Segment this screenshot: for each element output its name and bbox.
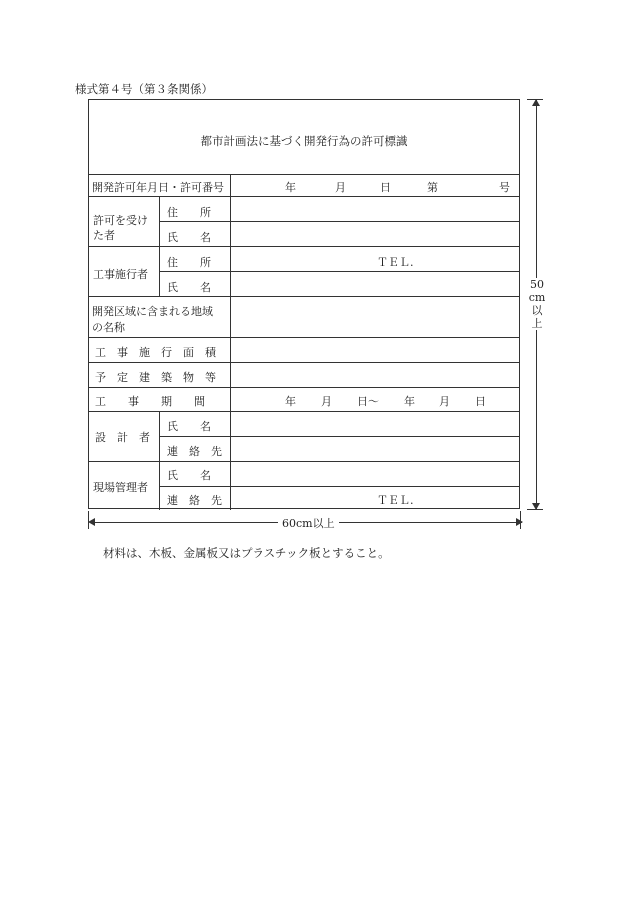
height-dimension-label: 50 cm 以 上: [528, 278, 546, 330]
designer-contact-label: 連 絡 先: [167, 445, 222, 458]
site-manager-name-label: 氏 名: [167, 469, 211, 482]
arrow-left-icon: [88, 518, 95, 526]
site-manager-contact-label: 連 絡 先: [167, 494, 222, 507]
period-start-year: 年: [285, 395, 296, 408]
contractor-address-label: 住 所: [167, 256, 211, 269]
width-dimension-label: 60cm以上: [278, 515, 339, 531]
material-note: 材料は、木板、金属板又はプラスチック板とすること。: [103, 546, 390, 560]
planned-buildings-label: 予 定 建 築 物 等: [95, 371, 216, 384]
site-manager-label: 現場管理者: [93, 481, 148, 494]
permit-sign-board: [88, 99, 520, 509]
period-start-day: 日～: [357, 395, 379, 408]
arrow-right-icon: [516, 518, 523, 526]
permittee-name-label: 氏 名: [167, 231, 211, 244]
area-label-line1: 開発区域に含まれる地域: [92, 305, 213, 318]
permit-month: 月: [335, 181, 346, 194]
construction-area-label: 工 事 施 行 面 積: [95, 346, 216, 359]
period-end-year: 年: [404, 395, 415, 408]
permit-number-suffix: 号: [499, 181, 510, 194]
permittee-address-label: 住 所: [167, 206, 211, 219]
permit-number-prefix: 第: [427, 181, 438, 194]
title-row: [89, 100, 519, 175]
contractor-label: 工事施行者: [93, 268, 148, 281]
designer-name-label: 氏 名: [167, 420, 211, 433]
period-end-day: 日: [475, 395, 486, 408]
designer-label: 設 計 者: [95, 431, 150, 444]
permittee-label-line1: 許可を受け: [93, 214, 148, 227]
area-label-line2: の名称: [92, 321, 125, 334]
permittee-label-line2: た者: [93, 229, 115, 242]
permit-date-label: 開発許可年月日・許可番号: [92, 181, 224, 194]
period-end-month: 月: [439, 395, 450, 408]
contractor-name-label: 氏 名: [167, 281, 211, 294]
period-start-month: 月: [321, 395, 332, 408]
contractor-tel: ＴＥＬ.: [377, 256, 414, 269]
sign-title: 都市計画法に基づく開発行為の許可標識: [200, 134, 408, 148]
site-manager-tel: ＴＥＬ.: [377, 494, 414, 507]
permit-year: 年: [285, 181, 296, 194]
construction-period-label: 工 事 期 間: [95, 395, 205, 408]
permit-day: 日: [380, 181, 391, 194]
form-number: 様式第４号（第３条関係）: [75, 82, 213, 96]
arrow-down-icon: [532, 503, 540, 510]
arrow-up-icon: [532, 99, 540, 106]
